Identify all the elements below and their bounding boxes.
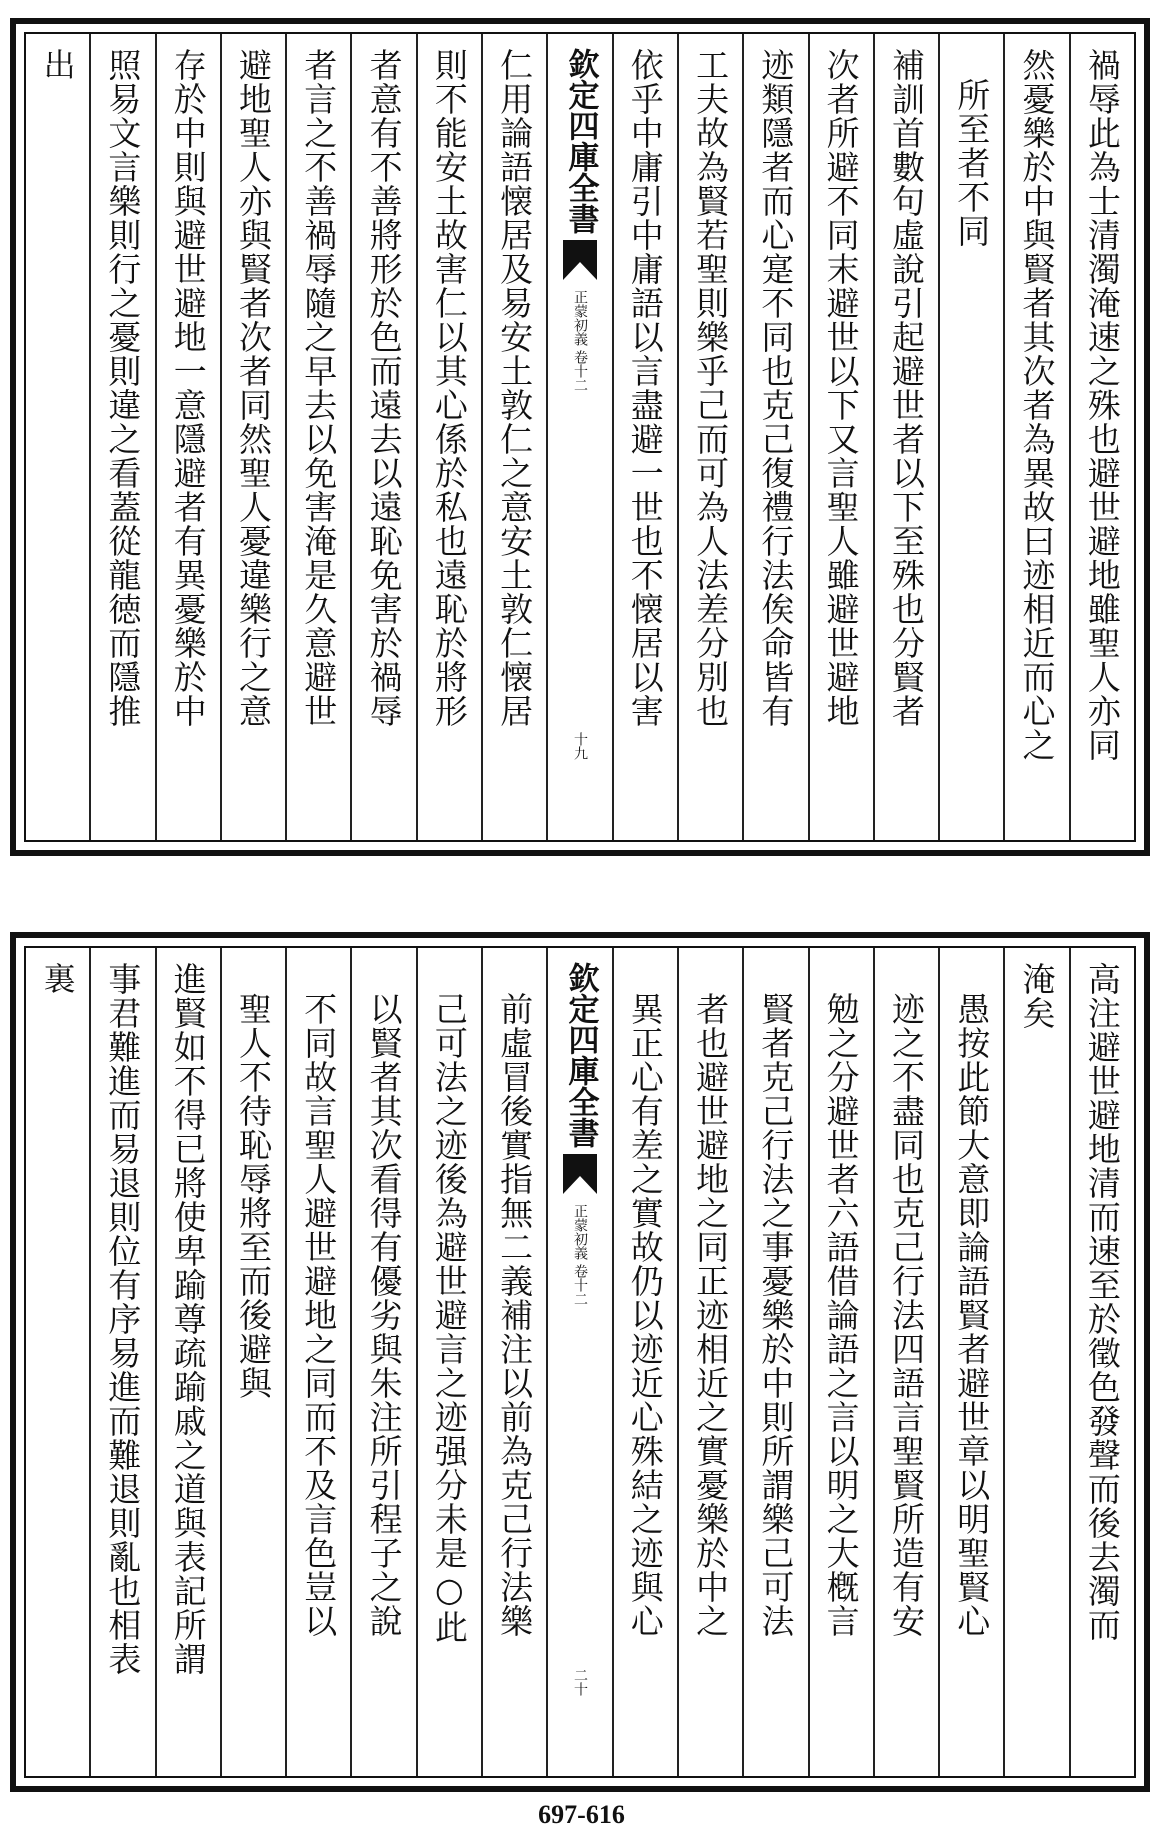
column-text: 次者所避不同末避世以下又言聖人雖避世避地 (821, 48, 861, 728)
text-column (1003, 948, 1068, 1776)
volume-label: 卷十二 (572, 350, 589, 392)
leaf-number: 二十 (571, 1668, 588, 1696)
text-column (1069, 948, 1134, 1776)
text-column (873, 34, 938, 840)
text-column (612, 34, 677, 840)
text-column (285, 34, 350, 840)
column-text: 依乎中庸引中庸語以言盡避一世也不懐居以害 (625, 48, 665, 728)
column-text: 仁用論語懐居及易安土敦仁之意安土敦仁懐居 (495, 48, 535, 728)
column-text: 以賢者其次看得有優劣與朱注所引程子之說 (364, 992, 404, 1638)
book-title: 欽定四庫全書 (562, 48, 599, 234)
leaf-number: 十九 (571, 732, 588, 760)
column-text: 者言之不善禍辱隨之早去以免害淹是久意避世 (299, 48, 339, 728)
book-title: 欽定四庫全書 (562, 962, 599, 1148)
text-column (938, 948, 1003, 1776)
text-column (1069, 34, 1134, 840)
text-column (350, 34, 415, 840)
text-column (1003, 34, 1068, 840)
column-text: 賢者克己行法之事憂樂於中則所謂樂己可法 (756, 992, 796, 1638)
text-column (26, 34, 89, 840)
column-text: 迹之不盡同也克己行法四語言聖賢所造有安 (886, 992, 926, 1638)
page-number: 697-616 (538, 1800, 625, 1829)
bottom-columns (26, 948, 1134, 1776)
text-column (481, 34, 546, 840)
text-column (416, 948, 481, 1776)
top-columns (26, 34, 1134, 840)
center-fold-column (546, 948, 611, 1776)
column-text: 前虛冒後實指無二義補注以前為克己行法樂 (495, 992, 535, 1638)
text-column (808, 948, 873, 1776)
column-text: 則不能安土故害仁以其心係於私也遠恥於將形 (429, 48, 469, 728)
text-column (612, 948, 677, 1776)
column-text: 勉之分避世者六語借論語之言以明之大槪言 (821, 992, 861, 1638)
column-text: 然憂樂於中與賢者其次者為異故曰迹相近而心之 (1017, 48, 1057, 762)
margin-char: 裏 (38, 962, 77, 995)
text-column (155, 34, 220, 840)
chapter-title: 正蒙初義 (572, 1204, 589, 1260)
column-text: 工夫故為賢若聖則樂乎己而可為人法差分別也 (691, 48, 731, 728)
column-text: 不同故言聖人避世避地之同而不及言色豈以 (299, 992, 339, 1638)
text-column (26, 948, 89, 1776)
column-text: 者意有不善將形於色而遠去以遠恥免害於禍辱 (364, 48, 404, 728)
fish-tail-mark-icon (563, 1154, 597, 1194)
text-column (416, 34, 481, 840)
column-text: 高注避世避地清而速至於徵色發聲而後去濁而 (1082, 962, 1122, 1642)
chapter-title: 正蒙初義 (572, 290, 589, 346)
column-text: 者也避世避地之同正迹相近之實憂樂於中之 (691, 992, 731, 1638)
center-fold-column (546, 34, 611, 840)
column-text: 迹類隱者而心寔不同也克己復禮行法俟命皆有 (756, 48, 796, 728)
margin-char: 出 (38, 48, 77, 81)
column-text: 存於中則與避世避地一意隱避者有異憂樂於中 (168, 48, 208, 728)
column-text: 補訓首數句虛說引起避世者以下至殊也分賢者 (886, 48, 926, 728)
column-text: 事君難進而易退則位有序易進而難退則亂也相表 (103, 962, 143, 1676)
text-column (677, 948, 742, 1776)
column-text: 愚按此節大意即論語賢者避世章以明聖賢心 (952, 992, 992, 1638)
text-column (677, 34, 742, 840)
text-column (481, 948, 546, 1776)
text-column (742, 948, 807, 1776)
column-text: 異正心有差之實故仍以迹近心殊結之迹與心 (625, 992, 665, 1638)
text-column (808, 34, 873, 840)
text-column (742, 34, 807, 840)
text-column (89, 948, 154, 1776)
text-column (220, 34, 285, 840)
column-text: 進賢如不得已將使卑踰尊疏踰戚之道與表記所謂 (168, 962, 208, 1676)
column-text: 所至者不同 (952, 78, 992, 248)
volume-label: 卷十二 (572, 1264, 589, 1306)
column-text: 己可法之迹後為避世避言之迹强分未是○此 (429, 992, 469, 1644)
column-text: 聖人不待恥辱將至而後避與 (233, 992, 273, 1400)
column-text: 避地聖人亦與賢者次者同然聖人憂違樂行之意 (233, 48, 273, 728)
text-column (220, 948, 285, 1776)
text-column (285, 948, 350, 1776)
text-column (938, 34, 1003, 840)
column-text: 禍辱此為士清濁淹速之殊也避世避地雖聖人亦同 (1082, 48, 1122, 762)
top-page (10, 18, 1150, 856)
column-text: 淹矣 (1017, 962, 1057, 1030)
bottom-page (10, 932, 1150, 1792)
text-column (350, 948, 415, 1776)
fish-tail-mark-icon (563, 240, 597, 280)
text-column (155, 948, 220, 1776)
text-column (89, 34, 154, 840)
column-text: 照易文言樂則行之憂則違之看蓋從龍徳而隱推 (103, 48, 143, 728)
text-column (873, 948, 938, 1776)
